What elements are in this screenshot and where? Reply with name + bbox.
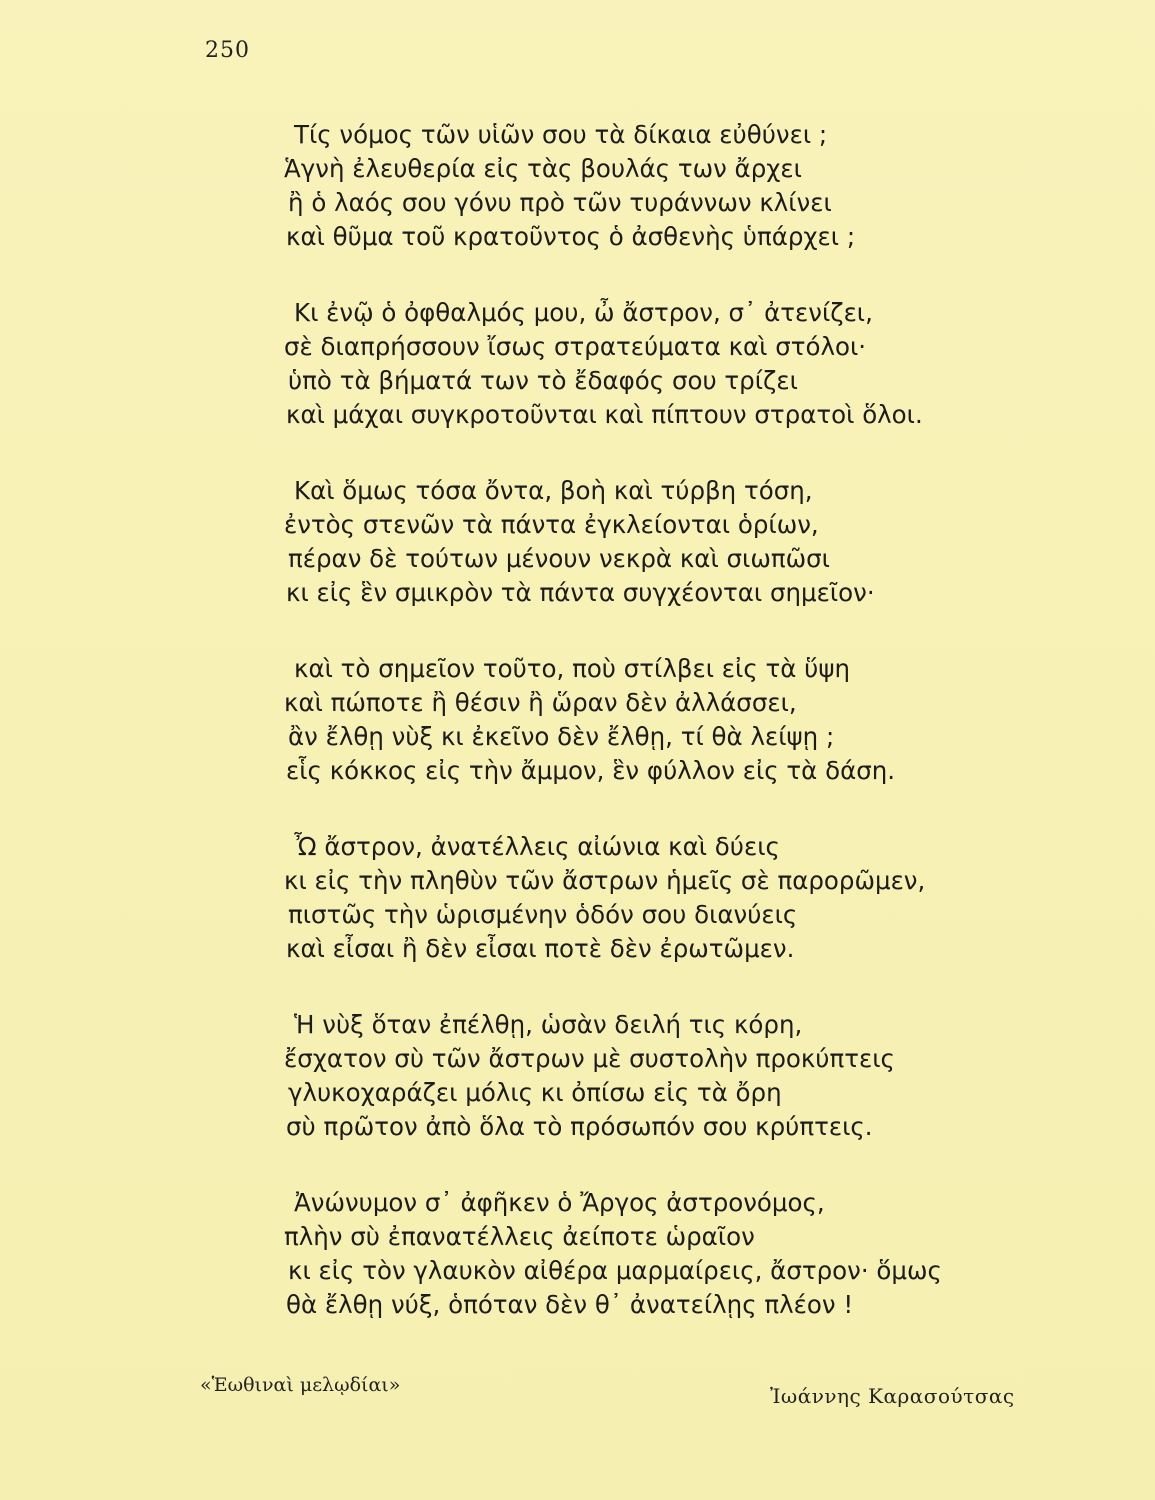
stanza: [270, 474, 990, 610]
poem-line: γλυκοχαράζει μόλις κι ὀπίσω εἰς τὰ ὄρη: [288, 1078, 782, 1107]
poem-line: Ἡ νὺξ ὅταν ἐπέλθῃ, ὡσὰν δειλή τις κόρη,: [294, 1010, 803, 1039]
stanza: [270, 296, 990, 432]
poem-line: πιστῶς τὴν ὡρισμένην ὁδόν σου διανύεις: [288, 900, 798, 929]
poem-line: ἐντὸς στενῶν τὰ πάντα ἐγκλείονται ὁρίων,: [284, 510, 819, 539]
poem: [270, 118, 990, 1364]
stanza: [270, 118, 990, 254]
poem-line: καὶ τὸ σημεῖον τοῦτο, ποὺ στίλβει εἰς τὰ ὕψη: [294, 654, 851, 683]
poem-line: καὶ μάχαι συγκροτοῦνται καὶ πίπτουν στρατοὶ ὅλοι.: [286, 400, 923, 429]
poem-line: ὑπὸ τὰ βήματά των τὸ ἔδαφός σου τρίζει: [288, 366, 798, 395]
poem-line: κι εἰς τὴν πληθὺν τῶν ἄστρων ἡμεῖς σὲ παρορῶμεν,: [284, 866, 926, 895]
poem-line: Τίς νόμος τῶν υἱῶν σου τὰ δίκαια εὐθύνει ;: [294, 120, 828, 149]
poem-line: Ἀνώνυμον σ᾿ ἀφῆκεν ὁ Ἄργος ἀστρονόμος,: [294, 1188, 825, 1217]
poem-line: Ὦ ἄστρον, ἀνατέλλεις αἰώνια καὶ δύεις: [294, 832, 780, 861]
stanza: [270, 1186, 990, 1322]
poem-line: καὶ εἶσαι ἢ δὲν εἶσαι ποτὲ δὲν ἐρωτῶμεν.: [286, 934, 795, 963]
page-number: 250: [205, 38, 250, 63]
author-signature: Ἰωάννης Καρασούτσας: [770, 1384, 1015, 1408]
poem-line: θὰ ἔλθῃ νύξ, ὁπόταν δὲν θ᾿ ἀνατείλῃς πλέον !: [286, 1290, 854, 1319]
poem-line: πέραν δὲ τούτων μένουν νεκρὰ καὶ σιωπῶσι: [288, 544, 830, 573]
stanza: [270, 830, 990, 966]
poem-line: ἔσχατον σὺ τῶν ἄστρων μὲ συστολὴν προκύπτεις: [284, 1044, 895, 1073]
poem-line: ἂν ἔλθῃ νὺξ κι ἐκεῖνο δὲν ἔλθῃ, τί θὰ λείψῃ ;: [288, 722, 835, 751]
poem-line: πλὴν σὺ ἐπανατέλλεις ἀείποτε ὡραῖον: [284, 1222, 755, 1251]
stanza: [270, 1008, 990, 1144]
poem-line: Κι ἐνῷ ὁ ὀφθαλμός μου, ὦ ἄστρον, σ᾿ ἀτενίζει,: [294, 298, 873, 327]
poem-line: καὶ θῦμα τοῦ κρατοῦντος ὁ ἀσθενὴς ὑπάρχει ;: [286, 222, 856, 251]
poem-line: κι εἰς τὸν γλαυκὸν αἰθέρα μαρμαίρεις, ἄστρον· ὅμως: [288, 1256, 942, 1285]
poem-line: Καὶ ὅμως τόσα ὄντα, βοὴ καὶ τύρβη τόση,: [294, 476, 813, 505]
poem-line: Ἁγνὴ ἐλευθερία εἰς τὰς βουλάς των ἄρχει: [284, 154, 802, 183]
poem-line: σὺ πρῶτον ἀπὸ ὅλα τὸ πρόσωπόν σου κρύπτεις.: [286, 1112, 873, 1141]
poem-line: εἷς κόκκος εἰς τὴν ἄμμον, ἓν φύλλον εἰς τὰ δάση.: [286, 756, 896, 785]
poem-line: καὶ πώποτε ἢ θέσιν ἢ ὥραν δὲν ἀλλάσσει,: [284, 688, 797, 717]
poem-line: σὲ διαπρήσσουν ἴσως στρατεύματα καὶ στόλοι·: [284, 332, 867, 361]
source-citation: «Ἑωθιναὶ μελῳδίαι»: [200, 1374, 401, 1396]
poem-line: κι εἰς ἓν σμικρὸν τὰ πάντα συγχέονται σημεῖον·: [286, 578, 875, 607]
stanza: [270, 652, 990, 788]
poem-line: ἢ ὁ λαός σου γόνυ πρὸ τῶν τυράννων κλίνει: [288, 188, 832, 217]
